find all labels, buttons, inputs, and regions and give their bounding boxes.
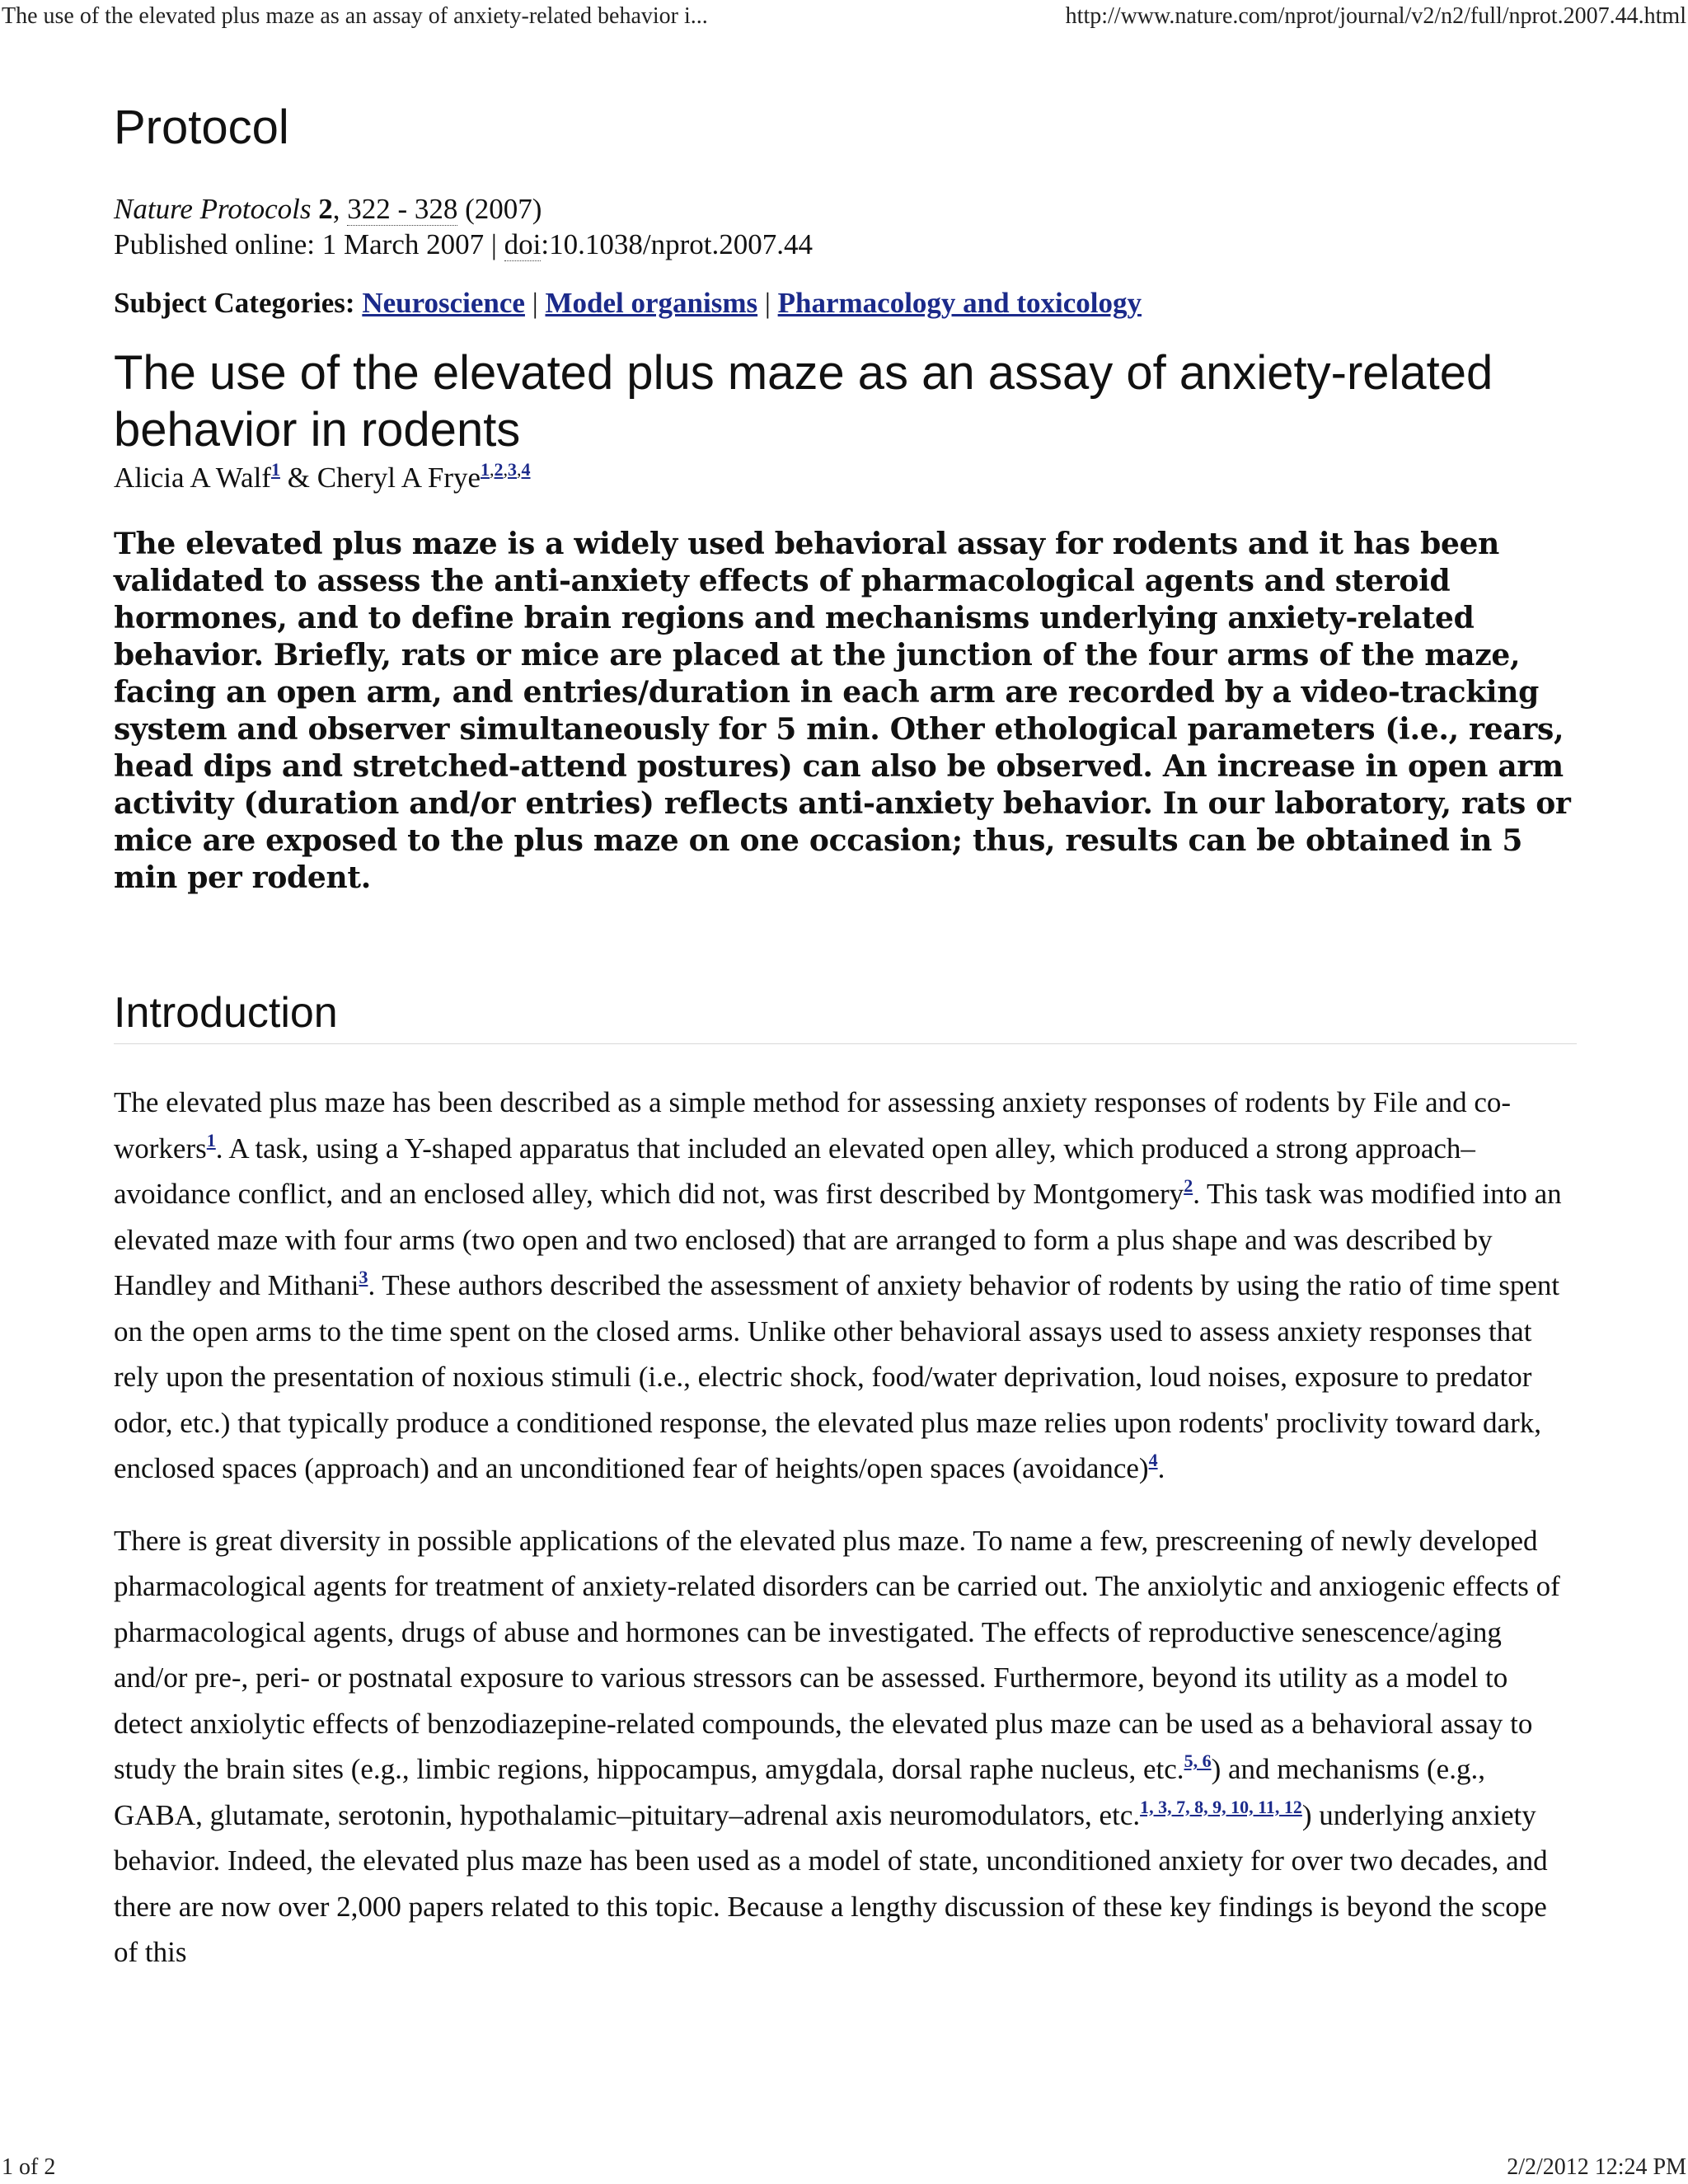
published-line — [114, 227, 1577, 262]
citation-block — [114, 191, 1577, 262]
article-content — [114, 99, 1577, 1975]
paragraph-text: ) and mechanisms (e.g., GABA, glutamate, serotonin, hypothalamic–pituitary–adrenal axis neuromodulators, etc. — [114, 1753, 1485, 1831]
introduction-heading: Introduction — [114, 987, 1577, 1044]
paragraph-text: . These authors described the assessment of anxiety behavior of rodents by using the ratio of time spent on the open arms to the time spent on the closed arms. Unlike other behavioral assays used to assess anxiety responses that rely upon the presentation of noxious stimuli (i.e., electric shock, food/water deprivation, loud noises, exposure to predator odor, etc.) that typically produce a conditioned response, the elevated plus maze relies upon rodents' proclivity toward dark, enclosed spaces (approach) and an unconditioned fear of heights/open spaces (avoidance) — [114, 1269, 1560, 1485]
citation-ref — [359, 1267, 368, 1287]
print-header — [0, 3, 1688, 36]
subject-link-pharmacology[interactable]: Pharmacology and toxicology — [777, 287, 1142, 319]
citation-line: Nature Protocols 2, 322 - 328 (2007) — [114, 193, 542, 225]
ref-link[interactable]: 1 — [270, 459, 280, 480]
citation-ref-link[interactable]: 4 — [1148, 1450, 1158, 1471]
paragraph-text: . A task, using a Y-shaped apparatus that included an elevated open alley, which produced a strong approach–avoidance conflict, and an enclosed alley, which did not, was first described by Montgomery — [114, 1132, 1475, 1211]
citation-ref-link[interactable]: 2 — [1184, 1175, 1193, 1197]
subject-categories — [114, 285, 1577, 321]
author-list — [114, 460, 1577, 496]
doi-label[interactable]: doi — [504, 228, 542, 260]
subject-link-neuroscience[interactable]: Neuroscience — [362, 287, 525, 319]
subject-separator: | — [757, 287, 778, 319]
citation-ref — [1184, 1750, 1212, 1771]
journal-name: Nature Protocols — [114, 193, 312, 225]
author-name: Cheryl A Frye — [316, 462, 481, 494]
ref-link[interactable]: 1 — [481, 459, 490, 480]
citation-ref-link[interactable]: 1, 3, 7, 8, 9, 10, 11, 12 — [1140, 1796, 1302, 1817]
citation-ref — [1149, 1450, 1158, 1470]
subject-separator: | — [524, 287, 546, 319]
paragraph-text: . — [1157, 1452, 1165, 1485]
citation-ref — [1140, 1797, 1302, 1817]
citation-ref — [1184, 1175, 1193, 1196]
subject-categories-label: Subject Categories: — [114, 287, 355, 319]
ref-link[interactable]: 4 — [521, 459, 531, 480]
paragraph-text: The elevated plus maze has been described as a simple method for assessing anxiety responses of rodents by File and co-workers — [114, 1086, 1512, 1165]
intro-paragraph-2 — [114, 1518, 1577, 1975]
abstract: The elevated plus maze is a widely used behavioral assay for rodents and it has been validated to assess the anti-anxiety effects of pharmacological agents and steroid hormones, and to define brain regions and mechanisms underlying anxiety-related behavior. Briefly, rats or mice are placed at the junction of the four arms of the maze, facing an open arm, and entries/duration in each arm are recorded by a video-tracking system and observer simultaneously for 5 min. Other ethological parameters (i.e., rears, head dips and stretched-attend postures) can also be observed. An increase in open arm activity (duration and/or entries) reflects anti-anxiety behavior. In our laboratory, rats or mice are exposed to the plus maze on one occasion; thus, results can be obtained in 5 min per rodent. — [114, 527, 1571, 895]
print-header-title: The use of the elevated plus maze as an assay of anxiety-related behavior i... — [2, 3, 708, 29]
section-label: Protocol — [114, 101, 289, 154]
citation-ref-link[interactable]: 3 — [359, 1267, 368, 1288]
author-affiliation-ref — [271, 459, 280, 480]
doi-value: :10.1038/nprot.2007.44 — [541, 228, 813, 260]
journal-volume: 2 — [318, 193, 333, 225]
author-joiner: & — [279, 462, 317, 494]
article-title: The use of the elevated plus maze as an assay of anxiety-related behavior in rodents — [114, 346, 1493, 457]
author-name: Alicia A Walf — [114, 462, 271, 494]
published-date: Published online: 1 March 2007 | — [114, 228, 504, 260]
citation-ref — [207, 1130, 216, 1151]
author-affiliation-ref: 1,2,3,4 — [481, 459, 531, 480]
print-footer-page: 1 of 2 — [2, 2154, 56, 2180]
print-footer-datetime: 2/2/2012 12:24 PM — [1507, 2154, 1686, 2180]
paragraph-text: There is great diversity in possible applications of the elevated plus maze. To name a few, prescreening of newly developed pharmacological agents for treatment of anxiety-related disorders can be carried out. The anxiolytic and anxiogenic effects of pharmacological agents, drugs of abuse and hormones can be investigated. The effects of reproductive senescence/aging and/or pre-, peri- or postnatal exposure to various stressors can be assessed. Furthermore, beyond its utility as a model to detect anxiolytic effects of benzodiazepine-related compounds, the elevated plus maze can be used as a behavioral assay to study the brain sites (e.g., limbic regions, hippocampus, amygdala, dorsal raphe nucleus, etc. — [114, 1524, 1560, 1786]
journal-year: (2007) — [465, 193, 542, 225]
subject-link-model-organisms[interactable]: Model organisms — [545, 287, 758, 319]
ref-link[interactable]: 3 — [508, 459, 518, 480]
print-header-url: http://www.nature.com/nprot/journal/v2/n2/full/nprot.2007.44.html — [1065, 3, 1686, 29]
paragraph-text: . This task was modified into an elevated maze with four arms (two open and two enclosed) that are arranged to form a plus shape and was described by Handley and Mithani — [114, 1178, 1562, 1302]
journal-pages[interactable]: 322 - 328 — [347, 193, 458, 225]
citation-ref-link[interactable]: 1 — [206, 1129, 216, 1151]
paragraph-text: ) underlying anxiety behavior. Indeed, the elevated plus maze has been used as a model of state, unconditioned anxiety for over two decades, and there are now over 2,000 papers related to this topic. Because a lengthy discussion of these key findings is beyond the scope of this — [114, 1798, 1548, 1969]
ref-link[interactable]: 2 — [494, 459, 504, 480]
print-footer — [0, 2148, 1688, 2181]
intro-paragraph-1 — [114, 1080, 1577, 1492]
citation-ref-link[interactable]: 5, 6 — [1184, 1750, 1212, 1772]
